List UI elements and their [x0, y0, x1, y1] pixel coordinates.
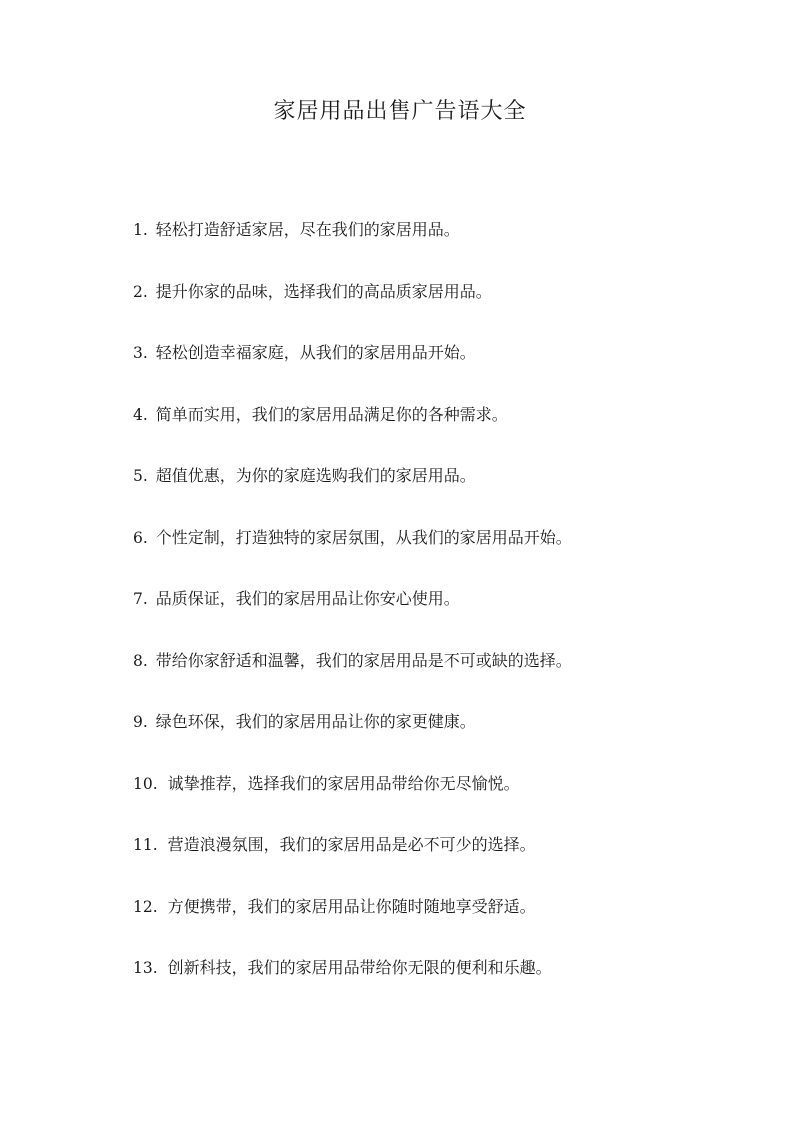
- item-number: 2.: [133, 282, 148, 301]
- list-item: [133, 583, 753, 645]
- list-item: [133, 337, 753, 399]
- item-text: 提升你家的品味，选择我们的高品质家居用品。: [155, 281, 492, 301]
- item-text: 超值优惠，为你的家庭选购我们的家居用品。: [155, 466, 476, 485]
- item-number: 9.: [133, 713, 148, 731]
- item-number: 13.: [133, 959, 158, 977]
- item-number: 10.: [133, 774, 158, 793]
- item-text: 诚挚推荐，选择我们的家居用品带给你无尽愉悦。: [167, 773, 520, 793]
- list-item: [133, 891, 753, 953]
- item-text: 轻松创造幸福家庭，从我们的家居用品开始。: [155, 343, 476, 362]
- item-number: 7.: [133, 590, 148, 608]
- item-text: 绿色环保，我们的家居用品让你的家更健康。: [155, 712, 476, 731]
- item-number: 1.: [133, 221, 148, 239]
- item-text: 简单而实用，我们的家居用品满足你的各种需求。: [155, 404, 508, 424]
- item-text: 带给你家舒适和温馨，我们的家居用品是不可或缺的选择。: [155, 650, 572, 670]
- list-item: [133, 952, 753, 1014]
- item-text: 轻松打造舒适家居，尽在我们的家居用品。: [155, 220, 460, 239]
- document-title: 家居用品出售广告语大全: [273, 99, 527, 124]
- item-number: 8.: [133, 651, 148, 670]
- item-number: 6.: [133, 528, 148, 547]
- item-number: 3.: [133, 344, 148, 362]
- item-number: 4.: [133, 405, 148, 424]
- list-item: [133, 214, 753, 276]
- item-text: 个性定制，打造独特的家居氛围，从我们的家居用品开始。: [155, 527, 572, 547]
- item-number: 11.: [133, 836, 158, 854]
- item-number: 12.: [133, 897, 158, 916]
- list-item: [133, 522, 753, 584]
- item-text: 营造浪漫氛围，我们的家居用品是必不可少的选择。: [167, 835, 536, 854]
- list-item: [133, 399, 753, 461]
- list-item: [133, 276, 753, 338]
- list-item: [133, 829, 753, 891]
- list-item: [133, 706, 753, 768]
- item-number: 5.: [133, 467, 148, 485]
- list-item: [133, 645, 753, 707]
- slogan-list: [133, 214, 753, 1014]
- item-text: 品质保证，我们的家居用品让你安心使用。: [155, 589, 460, 608]
- item-text: 方便携带，我们的家居用品让你随时随地享受舒适。: [167, 896, 536, 916]
- list-item: [133, 460, 753, 522]
- item-text: 创新科技，我们的家居用品带给你无限的便利和乐趣。: [167, 958, 552, 977]
- list-item: [133, 768, 753, 830]
